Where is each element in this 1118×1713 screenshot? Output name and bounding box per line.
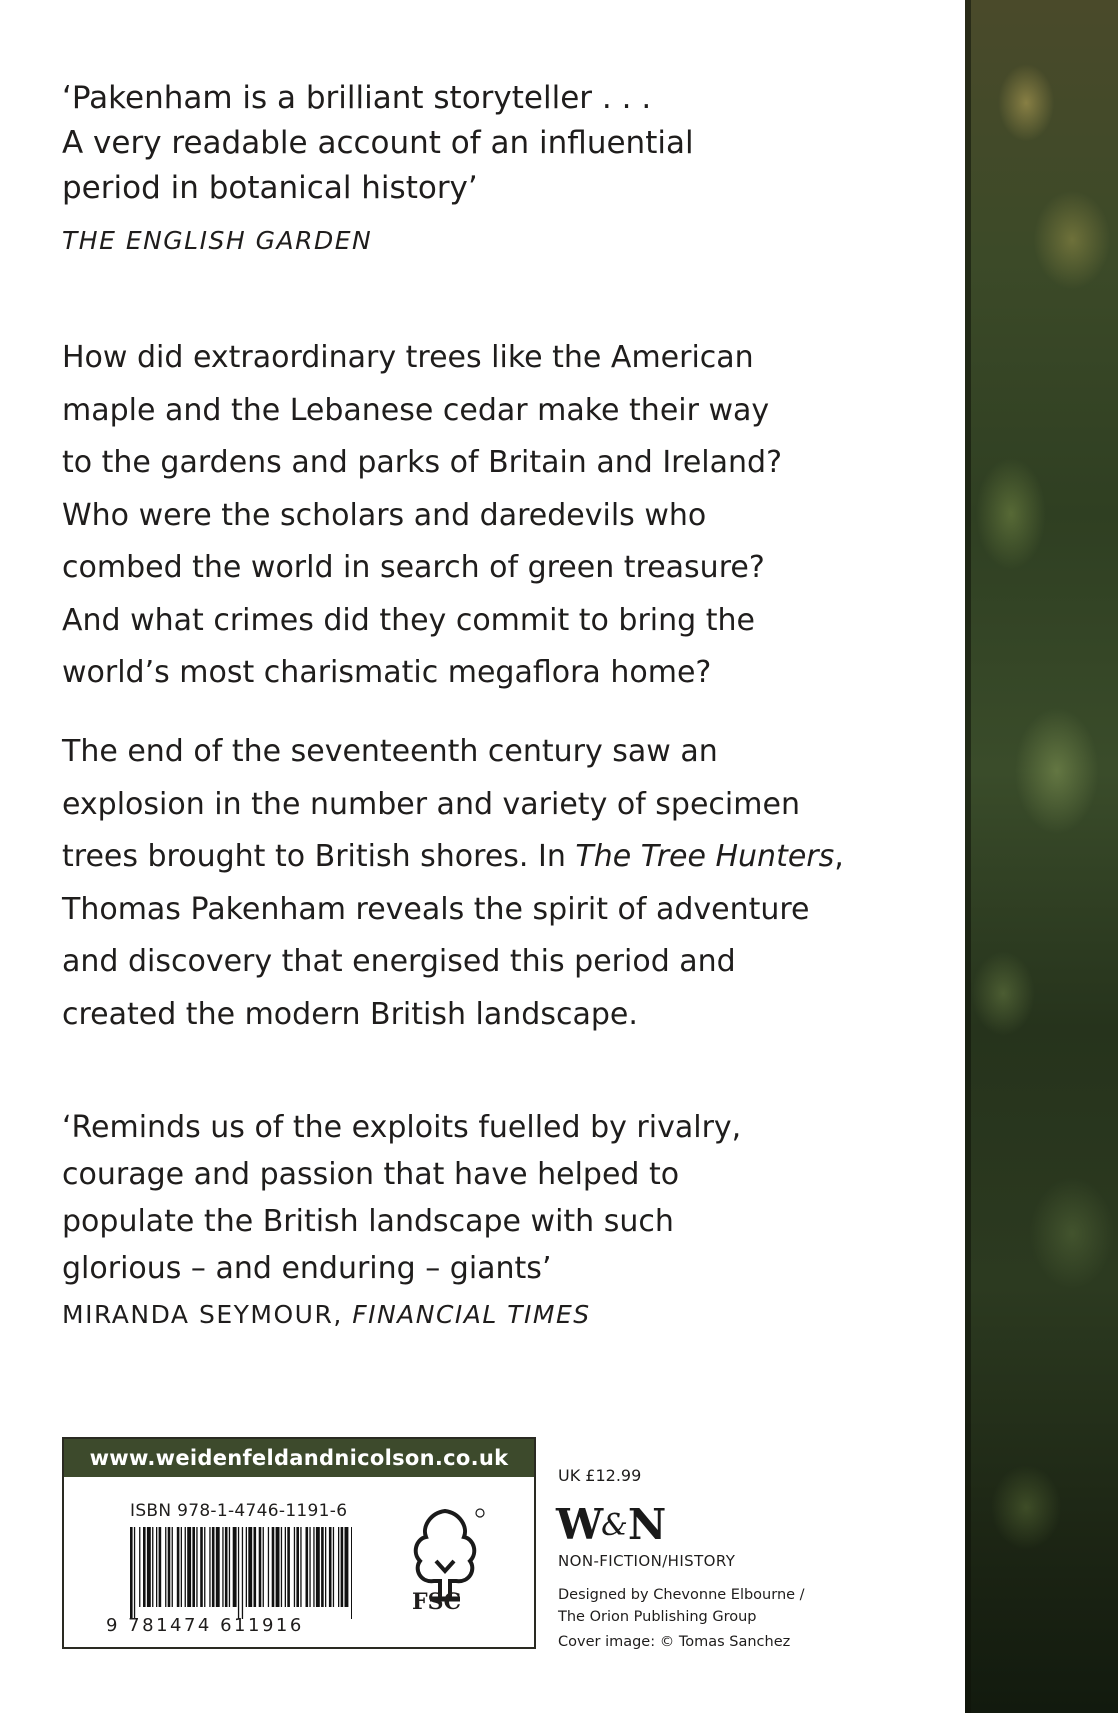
quote-line: A very readable account of an influential: [62, 125, 694, 161]
quote-line: ‘Pakenham is a brilliant storyteller . . .: [62, 80, 652, 116]
barcode-bar: [187, 1527, 191, 1607]
review-quote-top: [62, 76, 922, 211]
price: UK £12.99: [558, 1466, 642, 1485]
barcode-bar: [333, 1527, 334, 1607]
barcode-bar: [196, 1527, 197, 1607]
review-quote-bottom: [62, 1104, 741, 1292]
quote-line: period in botanical history’: [62, 170, 478, 206]
blurb-line: created the modern British landscape.: [62, 996, 638, 1032]
barcode-bar: [209, 1527, 210, 1607]
barcode-bar: [233, 1527, 237, 1607]
barcode: [130, 1527, 352, 1619]
barcode-bar: [139, 1527, 140, 1607]
isbn-label: ISBN 978-1-4746-1191-6: [130, 1501, 348, 1521]
barcode-bar: [248, 1527, 252, 1607]
fsc-label: FSC: [412, 1589, 462, 1615]
barcode-bar: [316, 1527, 320, 1607]
barcode-bar: [281, 1527, 282, 1607]
barcode-bar: [276, 1527, 280, 1607]
barcode-bar: [192, 1527, 195, 1607]
blurb-line: Who were the scholars and daredevils who: [62, 497, 707, 533]
blurb-line: world’s most charismatic megaflora home?: [62, 655, 712, 690]
barcode-bar: [246, 1527, 247, 1607]
foliage-photo-strip: [965, 0, 1118, 1713]
blurb-line: maple and the Lebanese cedar make their way: [62, 392, 770, 428]
barcode-bar: [329, 1527, 332, 1607]
quote-line: glorious – and enduring – giants’: [62, 1251, 552, 1286]
book-title: The Tree Hunters: [575, 839, 835, 874]
barcode-bar: [341, 1527, 344, 1607]
barcode-bar: [272, 1527, 275, 1607]
barcode-bar: [294, 1527, 295, 1607]
barcode-bar: [165, 1527, 166, 1607]
barcode-bar: [263, 1527, 264, 1607]
barcode-bar: [313, 1527, 314, 1607]
barcode-bar: [238, 1527, 239, 1619]
blurb-line: [62, 831, 844, 884]
barcode-bar: [143, 1527, 146, 1607]
barcode-bar: [268, 1527, 269, 1607]
barcode-bar: [216, 1527, 220, 1607]
quote-line: ‘Reminds us of the exploits fuelled by rivalry,: [62, 1110, 742, 1145]
barcode-bar: [285, 1527, 286, 1607]
barcode-bar: [259, 1527, 262, 1607]
blurb-paragraph-2: [62, 726, 844, 1041]
blurb-line: The end of the seventeenth century saw an: [62, 734, 718, 769]
barcode-bar: [351, 1527, 352, 1619]
barcode-bar: [212, 1527, 215, 1607]
blurb-line: Thomas Pakenham reveals the spirit of adventure: [62, 891, 810, 927]
barcode-bar: [300, 1527, 301, 1607]
barcode-panel: [62, 1437, 536, 1649]
barcode-bar: [152, 1527, 153, 1607]
review-attribution-bottom: [62, 1300, 591, 1329]
blurb-paragraph-1: [62, 332, 782, 700]
blurb-line: to the gardens and parks of Britain and Ireland?: [62, 445, 782, 480]
barcode-bar: [200, 1527, 203, 1607]
blurb-text: ,: [834, 839, 844, 874]
barcode-bar: [325, 1527, 326, 1607]
barcode-bar: [254, 1527, 257, 1607]
barcode-bar: [229, 1527, 230, 1607]
barcode-bar: [168, 1527, 171, 1607]
quote-line: populate the British landscape with such: [62, 1204, 674, 1239]
barcode-bar: [306, 1527, 309, 1607]
publisher-logo: W&N: [556, 1500, 665, 1549]
publication-name: FINANCIAL TIMES: [352, 1300, 591, 1329]
book-category: NON-FICTION/HISTORY: [558, 1552, 736, 1570]
blurb-line: and discovery that energised this period and: [62, 944, 736, 979]
barcode-bar: [130, 1527, 133, 1619]
barcode-bar: [242, 1527, 243, 1619]
blurb-line: explosion in the number and variety of specimen: [62, 786, 800, 822]
cover-image-credit: Cover image: © Tomas Sanchez: [558, 1634, 791, 1650]
reviewer-name: MIRANDA SEYMOUR,: [62, 1300, 353, 1329]
barcode-bar: [172, 1527, 173, 1607]
publisher-url: www.weidenfeldandnicolson.co.uk: [64, 1439, 534, 1477]
barcode-bar: [321, 1527, 324, 1607]
barcode-bar: [156, 1527, 157, 1607]
barcode-bar: [185, 1527, 186, 1607]
barcode-bar: [222, 1527, 223, 1607]
review-attribution-top: THE ENGLISH GARDEN: [62, 226, 373, 255]
barcode-bar: [345, 1527, 349, 1607]
blurb-line: How did extraordinary trees like the American: [62, 340, 754, 375]
barcode-bar: [296, 1527, 299, 1607]
design-credit: Designed by Chevonne Elbourne / The Orion Publishing Group: [558, 1587, 805, 1625]
blurb-text: trees brought to British shores. In: [62, 839, 576, 874]
barcode-bar: [287, 1527, 290, 1607]
barcode-bar: [309, 1527, 310, 1607]
quote-line: courage and passion that have helped to: [62, 1157, 680, 1192]
blurb-line: combed the world in search of green treasure?: [62, 550, 765, 585]
barcode-bar: [147, 1527, 151, 1607]
barcode-digits: 9 781474 611916: [106, 1615, 304, 1636]
barcode-bar: [177, 1527, 180, 1607]
barcode-bar: [181, 1527, 182, 1607]
barcode-bar: [159, 1527, 162, 1607]
blurb-line: And what crimes did they commit to bring the: [62, 602, 755, 638]
barcode-bar: [225, 1527, 228, 1607]
barcode-bar: [204, 1527, 205, 1607]
barcode-bar: [134, 1527, 135, 1619]
barcode-bar: [338, 1527, 339, 1607]
